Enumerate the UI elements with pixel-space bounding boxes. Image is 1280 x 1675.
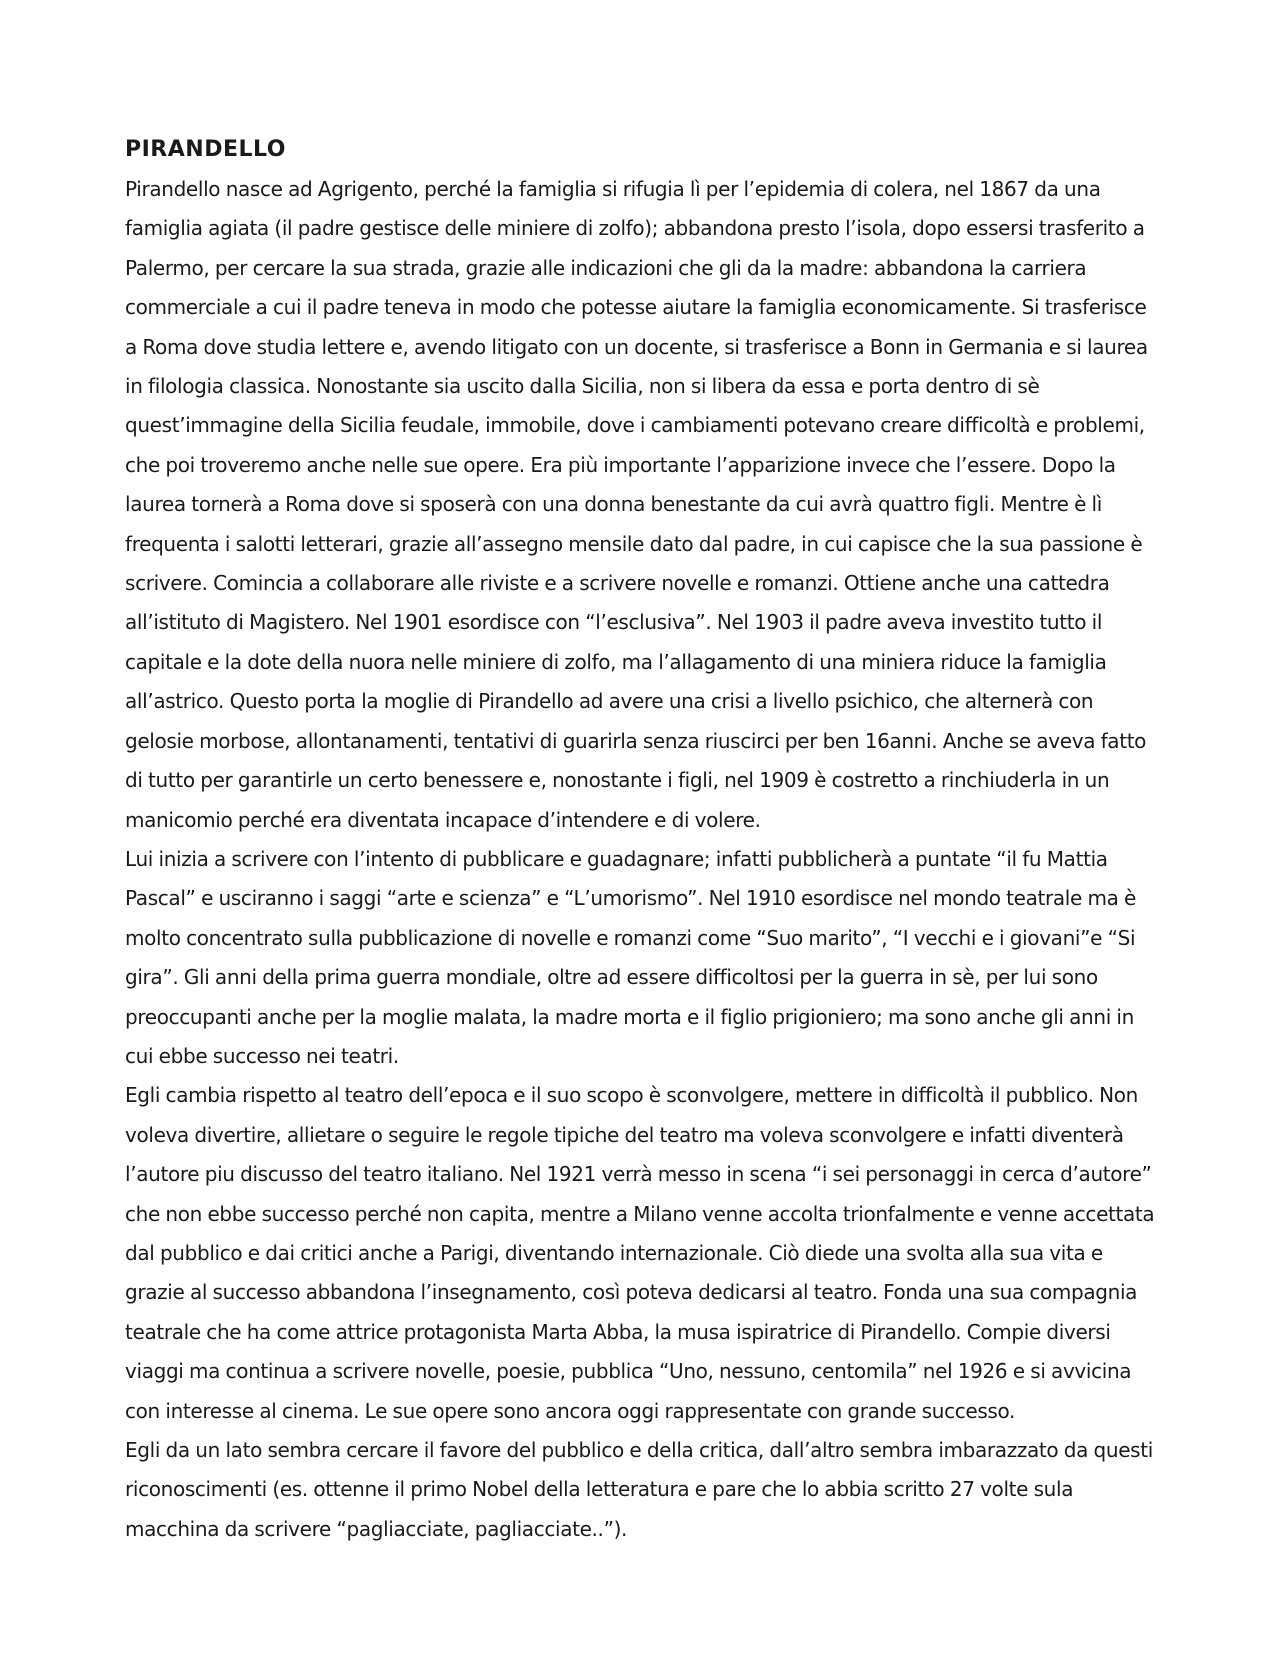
- paragraph-theatre: Egli cambia rispetto al teatro dell’epoca e il suo scopo è sconvolgere, mettere in difficoltà il pubblico. Non voleva divertire, allietare o seguire le regole tipiche del teatro ma voleva sconvolgere e infatti diventerà l’autore piu discusso del teatro italiano. Nel 1921 verrà messo in scena “i sei personaggi in cerca d’autore” che non ebbe successo perché non capita, mentre a Milano venne accolta trionfalmente e venne accettata dal pubblico e dai critici anche a Parigi, diventando internazionale. Ciò diede una svolta alla sua vita e grazie al successo abbandona l’insegnamento, così poteva dedicarsi al teatro. Fonda una sua compagnia teatrale che ha come attrice protagonista Marta Abba, la musa ispiratrice di Pirandello. Compie diversi viaggi ma continua a scrivere novelle, poesie, pubblica “Uno, nessuno, centomila” nel 1926 e si avvicina con interesse al cinema. Le sue opere sono ancora oggi rappresentate con grande successo.: [125, 1083, 1155, 1423]
- paragraph-biography: Pirandello nasce ad Agrigento, perché la famiglia si rifugia lì per l’epidemia di colera, nel 1867 da una famiglia agiata (il padre gestisce delle miniere di zolfo); abbandona presto l’isola, dopo essersi trasferito a Palermo, per cercare la sua strada, grazie alle indicazioni che gli da la madre: abbandona la carriera commerciale a cui il padre teneva in modo che potesse aiutare la famiglia economicamente. Si trasferisce a Roma dove studia lettere e, avendo litigato con un docente, si trasferisce a Bonn in Germania e si laurea in filologia classica. Nonostante sia uscito dalla Sicilia, non si libera da essa e porta dentro di sè quest’immagine della Sicilia feudale, immobile, dove i cambiamenti potevano creare difficoltà e problemi, che poi troveremo anche nelle sue opere. Era più importante l’apparizione invece che l’essere. Dopo la laurea tornerà a Roma dove si sposerà con una donna benestante da cui avrà quattro figli. Mentre è lì frequenta i salotti letterari, grazie all’assegno mensile dato dal padre, in cui capisce che la sua passione è scrivere. Comincia a collaborare alle riviste e a scrivere novelle e romanzi. Ottiene anche una cattedra all’istituto di Magistero. Nel 1901 esordisce con “l’esclusiva”. Nel 1903 il padre aveva investito tutto il capitale e la dote della nuora nelle miniere di zolfo, ma l’allagamento di una miniera riduce la famiglia all’astrico. Questo porta la moglie di Pirandello ad avere una crisi a livello psichico, che alternerà con gelosie morbose, allontanamenti, tentativi di guarirla senza riuscirci per ben 16anni. Anche se aveva fatto di tutto per garantirle un certo benessere e, nonostante i figli, nel 1909 è costretto a rinchiuderla in un manicomio perché era diventata incapace d’intendere e di volere.: [125, 177, 1148, 832]
- document-page: [125, 130, 1160, 1549]
- paragraph-writing-career: Lui inizia a scrivere con l’intento di pubblicare e guadagnare; infatti pubblicherà a puntate “il fu Mattia Pascal” e usciranno i saggi “arte e scienza” e “L’umorismo”. Nel 1910 esordisce nel mondo teatrale ma è molto concentrato sulla pubblicazione di novelle e romanzi come “Suo marito”, “I vecchi e i giovani”e “Si gira”. Gli anni della prima guerra mondiale, oltre ad essere difficoltosi per la guerra in sè, per lui sono preoccupanti anche per la moglie malata, la madre morta e il figlio prigioniero; ma sono anche gli anni in cui ebbe successo nei teatri.: [125, 846, 1136, 1068]
- document-title: PIRANDELLO: [125, 137, 286, 162]
- paragraph-recognition: Egli da un lato sembra cercare il favore del pubblico e della critica, dall’altro sembra imbarazzato da questi riconoscimenti (es. ottenne il primo Nobel della letteratura e pare che lo abbia scritto 27 volte sula macchina da scrivere “pagliacciate, pagliacciate..”).: [125, 1438, 1153, 1541]
